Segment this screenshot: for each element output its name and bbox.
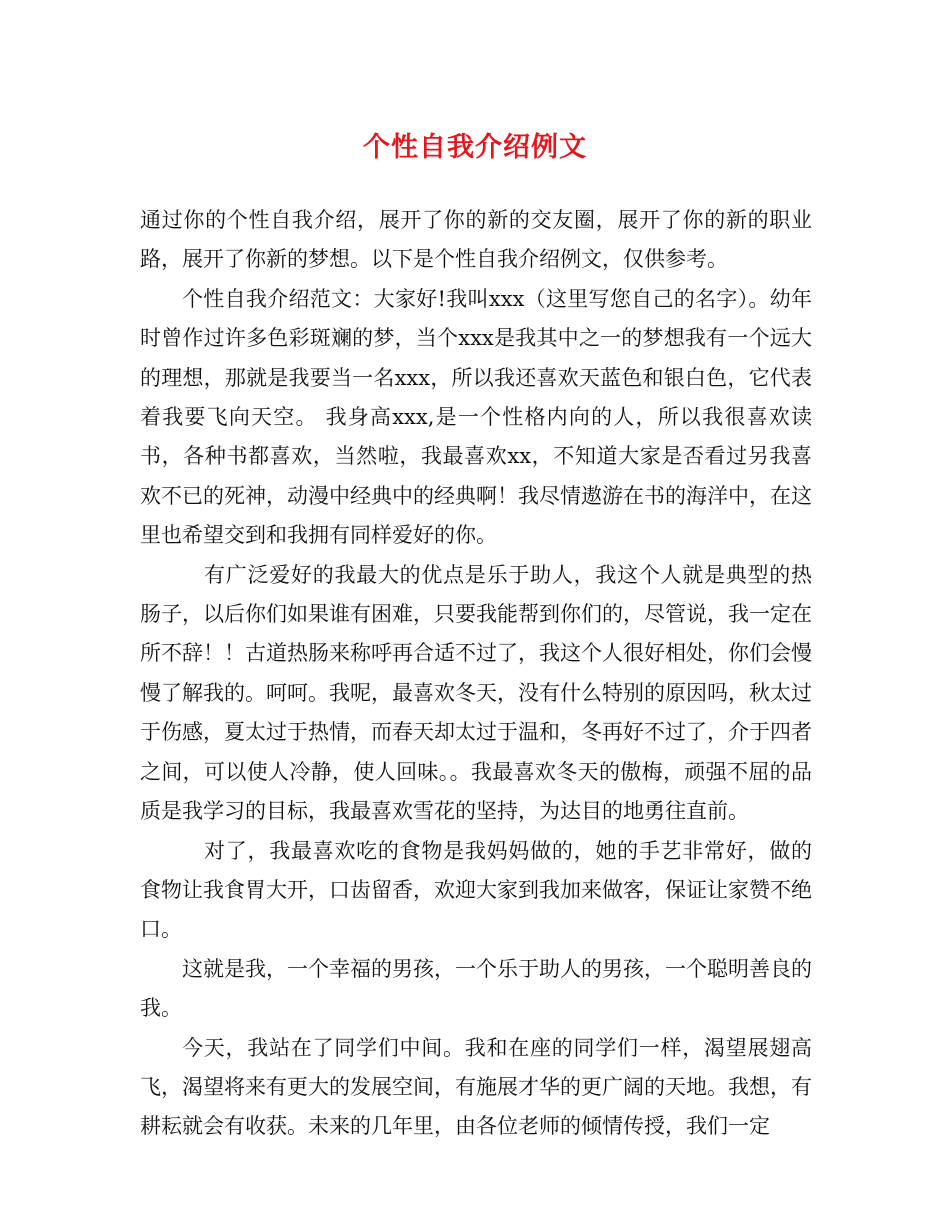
sample-intro-paragraph: 个性自我介绍范文：大家好!我叫xxx（这里写您自己的名字）。幼年时曾作过许多色彩斑斓的梦，当个xxx是我其中之一的梦想我有一个远大的理想，那就是我要当一名xxx，所以我还喜欢天蓝色和银白色，它代表着我要飞向天空。 我身高xxx,是一个性格内向的人，所以我很喜欢读书，各种书都喜欢，当然啦，我最喜欢xx，不知道大家是否看过另我喜欢不已的死神，动漫中经典中的经典啊！我尽情遨游在书的海洋中，在这里也希望交到和我拥有同样爱好的你。 [140,286,812,548]
food-paragraph: 对了，我最喜欢吃的食物是我妈妈做的，她的手艺非常好，做的食物让我食胃大开，口齿留香，欢迎大家到我加来做客，保证让家赞不绝口。 [140,838,812,942]
closing-paragraph: 今天，我站在了同学们中间。我和在座的同学们一样，渴望展翅高飞，渴望将来有更大的发展空间，有施展才华的更广阔的天地。我想，有耕耘就会有收获。未来的几年里，由各位老师的倾情传授，我们一定 [140,1035,812,1139]
document-title: 个性自我介绍例文 [363,132,587,163]
hobbies-paragraph: 有广泛爱好的我最大的优点是乐于助人，我这个人就是典型的热肠子，以后你们如果谁有困难，只要我能帮到你们的，尽管说，我一定在所不辞！！古道热肠来称呼再合适不过了，我这个人很好相处，你们会慢慢了解我的。呵呵。我呢，最喜欢冬天，没有什么特别的原因吗，秋太过于伤感，夏太过于热情，而春天却太过于温和，冬再好不过了，介于四者之间，可以使人冷静，使人回味。。我最喜欢冬天的傲梅，顽强不屈的品质是我学习的目标，我最喜欢雪花的坚持，为达目的地勇往直前。 [140,562,812,824]
intro-paragraph: 通过你的个性自我介绍，展开了你的新的交友圈，展开了你的新的职业路，展开了你新的梦想。以下是个性自我介绍例文，仅供参考。 [140,208,812,272]
document-body [140,201,812,1147]
summary-paragraph: 这就是我，一个幸福的男孩，一个乐于助人的男孩，一个聪明善良的我。 [140,956,812,1021]
